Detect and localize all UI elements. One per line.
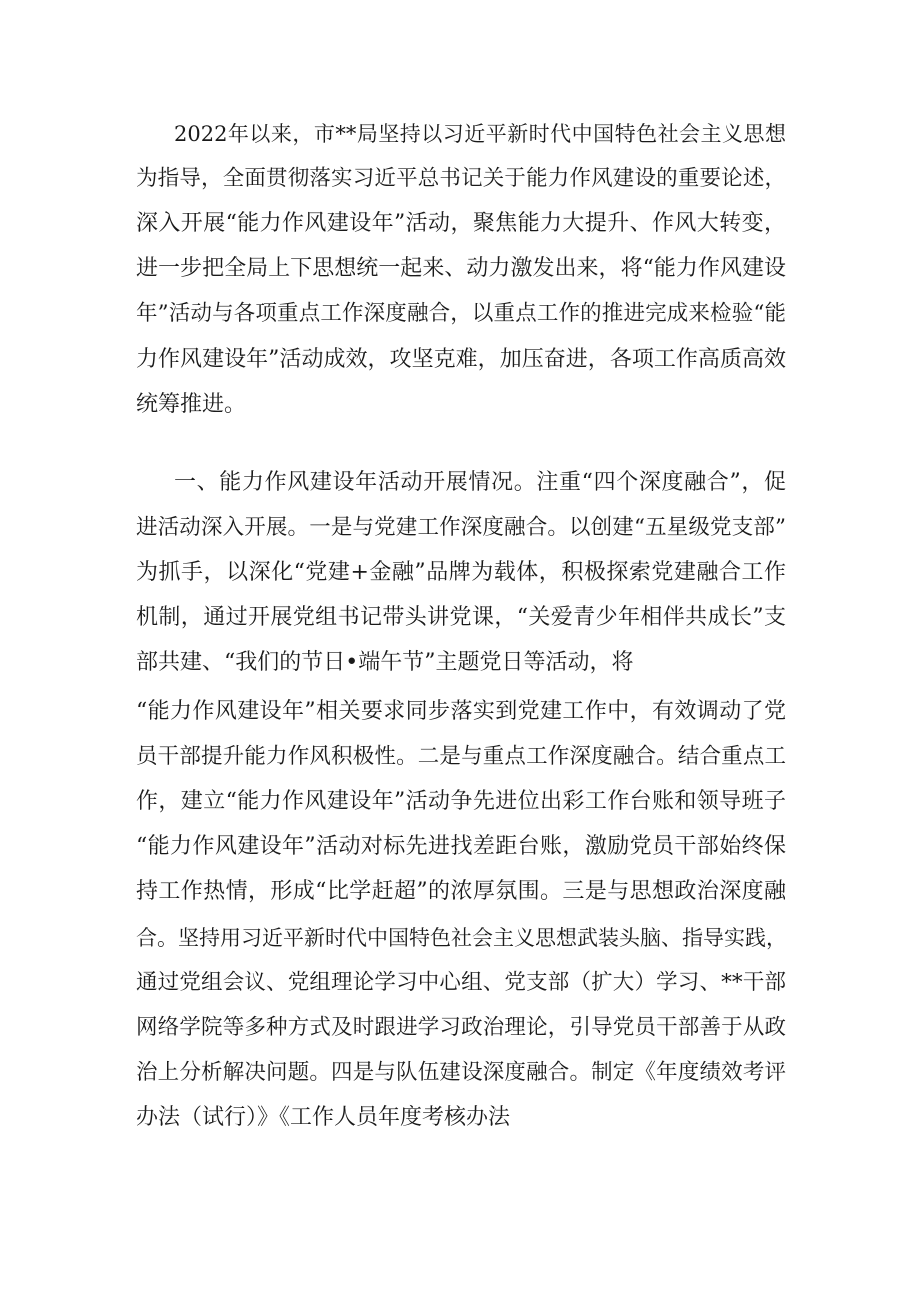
- paragraph-line: 持工作热情，形成“比学赶超”的浓厚氛围。三是与思想政治深度融: [136, 879, 786, 904]
- paragraph-line: 为抓手，以深化“党建+金融”品牌为载体，积极探索党建融合工作: [136, 560, 786, 585]
- paragraph-line: 作，建立“能力作风建设年”活动争先进位出彩工作台账和领导班子: [136, 789, 786, 814]
- paragraph-line: “能力作风建设年”活动对标先进找差距台账，激励党员干部始终保: [136, 834, 786, 859]
- paragraph-line: 合。坚持用习近平新时代中国特色社会主义思想武装头脑、指导实践，: [136, 926, 787, 950]
- paragraph-line: 年”活动与各项重点工作深度融合，以重点工作的推进完成来检验“能: [136, 301, 786, 326]
- paragraph-line: 网络学院等多种方式及时跟进学习政治理论，引导党员干部善于从政: [136, 1015, 786, 1040]
- paragraph-line: 2022年以来，市**局坚持以习近平新时代中国特色社会主义思想: [174, 122, 786, 146]
- paragraph-line: 通过党组会议、党组理论学习中心组、党支部（扩大）学习、**干部: [136, 970, 786, 995]
- paragraph-line: 统筹推进。: [136, 392, 247, 417]
- paragraph-line: 员干部提升能力作风积极性。二是与重点工作深度融合。结合重点工: [136, 744, 786, 769]
- paragraph-line: 办法（试行）》《工作人员年度考核办法: [136, 1105, 511, 1130]
- paragraph-line: 机制，通过开展党组书记带头讲党课，“关爱青少年相伴共成长”支: [136, 605, 786, 630]
- paragraph-line: “能力作风建设年”相关要求同步落实到党建工作中，有效调动了党: [136, 699, 786, 724]
- paragraph-line: 进一步把全局上下思想统一起来、动力激发出来，将“能力作风建设: [136, 256, 786, 281]
- paragraph-line: 一、能力作风建设年活动开展情况。注重“四个深度融合”，促: [174, 470, 786, 495]
- paragraph-line: 治上分析解决问题。四是与队伍建设深度融合。制定《年度绩效考评: [136, 1060, 786, 1085]
- paragraph-line: 力作风建设年”活动成效，攻坚克难，加压奋进，各项工作高质高效: [136, 347, 786, 372]
- paragraph-line: 部共建、“我们的节日•端午节”主题党日等活动，将: [136, 650, 634, 675]
- paragraph-line: 深入开展“能力作风建设年”活动，聚焦能力大提升、作风大转变，: [136, 211, 786, 236]
- paragraph-line: 为指导，全面贯彻落实习近平总书记关于能力作风建设的重要论述，: [136, 166, 786, 191]
- paragraph-line: 进活动深入开展。一是与党建工作深度融合。以创建“五星级党支部”: [136, 515, 786, 540]
